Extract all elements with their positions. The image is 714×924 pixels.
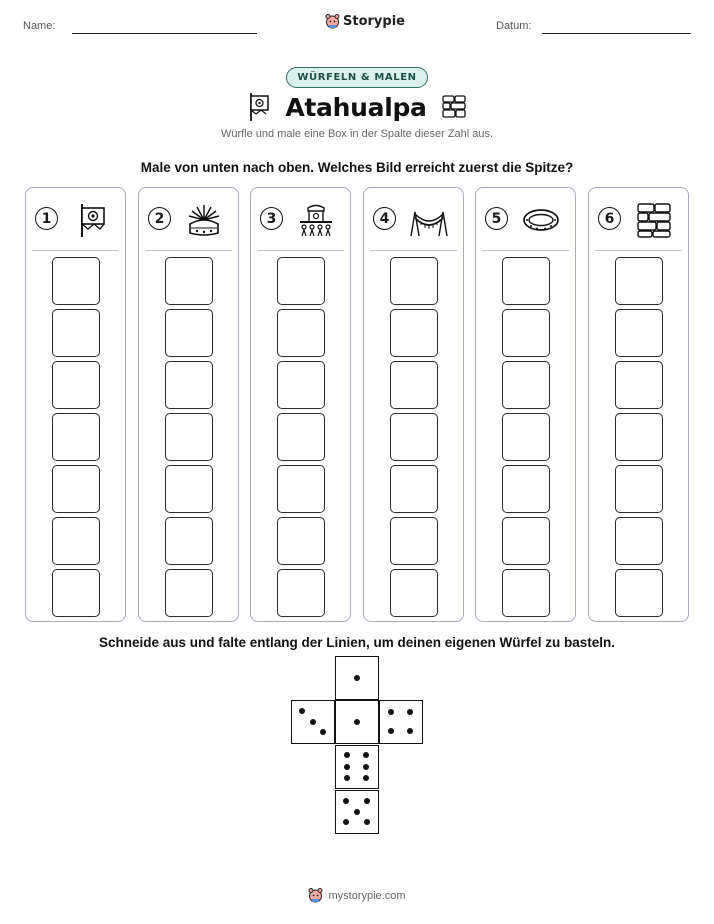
color-box[interactable] [277,413,325,461]
die-pip [407,728,413,734]
title-row [0,92,714,122]
footer [308,887,405,904]
color-box[interactable] [390,569,438,617]
storypie-mascot-icon [325,13,340,30]
die-pip [364,798,370,804]
color-box[interactable] [277,361,325,409]
die-face [379,700,423,744]
color-box[interactable] [52,257,100,305]
color-box[interactable] [277,569,325,617]
column-number: 6 [598,207,621,230]
die-pip [364,819,370,825]
column-number: 1 [35,207,58,230]
subtitle: Würfle und male eine Box in der Spalte dieser Zahl aus. [220,128,494,140]
column-header [476,188,575,250]
color-box[interactable] [165,517,213,565]
color-box[interactable] [390,413,438,461]
column-header [139,188,238,250]
storypie-mascot-icon [308,887,323,904]
banner-flag-icon [247,92,271,122]
color-box[interactable] [165,413,213,461]
die-face [291,700,335,744]
rope-bridge-icon [410,202,448,238]
footer-url: mystorypie.com [328,889,406,902]
cut-instruction: Schneide aus und falte entlang der Linien, um deinen eigenen Würfel zu basteln. [98,635,616,650]
color-box[interactable] [502,569,550,617]
column-4 [363,187,464,622]
column-2 [138,187,239,622]
color-box[interactable] [277,309,325,357]
color-box[interactable] [52,361,100,409]
color-box[interactable] [502,517,550,565]
die-pip [363,775,369,781]
color-box[interactable] [277,257,325,305]
column-3 [250,187,351,622]
brand-name: Storypie [343,14,405,29]
die-pip [310,719,316,725]
die-pip [299,708,305,714]
die-face [335,656,379,700]
color-box[interactable] [615,413,663,461]
color-box[interactable] [52,569,100,617]
color-box[interactable] [502,361,550,409]
die-pip [354,809,360,815]
banner-flag-icon [72,202,110,238]
column-header [26,188,125,250]
die-pip [343,798,349,804]
color-box[interactable] [390,517,438,565]
instruction: Male von unten nach oben. Welches Bild erreicht zuerst die Spitze? [140,160,574,175]
color-box[interactable] [615,257,663,305]
color-box[interactable] [615,517,663,565]
activity-badge: WÜRFELN & MALEN [286,67,427,88]
name-label: Name: [23,20,56,32]
column-header [251,188,350,250]
die-face [335,745,379,789]
die-pip [407,709,413,715]
color-box[interactable] [615,465,663,513]
name-line[interactable] [72,33,257,34]
column-number: 5 [485,207,508,230]
date-label: Datum: [496,20,532,32]
color-box[interactable] [165,361,213,409]
die-pip [344,752,350,758]
color-box[interactable] [52,517,100,565]
column-header [364,188,463,250]
die-pip [344,764,350,770]
column-number: 4 [373,207,396,230]
stone-wall-icon [635,202,673,238]
stone-wall-icon [441,94,467,120]
color-box[interactable] [615,569,663,617]
color-box[interactable] [502,257,550,305]
column-number: 2 [148,207,171,230]
die-pip [388,709,394,715]
color-box[interactable] [390,465,438,513]
die-pip [388,728,394,734]
die-face [335,790,379,834]
die-pip [354,675,360,681]
column-5 [475,187,576,622]
color-box[interactable] [165,257,213,305]
gold-ring-icon [522,202,560,238]
color-box[interactable] [615,309,663,357]
die-pip [343,819,349,825]
color-box[interactable] [390,361,438,409]
color-box[interactable] [277,517,325,565]
color-box[interactable] [52,309,100,357]
column-number: 3 [260,207,283,230]
date-line[interactable] [542,33,691,34]
die-pip [320,729,326,735]
die-pip [363,764,369,770]
color-box[interactable] [165,569,213,617]
column-header [589,188,688,250]
column-6 [588,187,689,622]
color-box[interactable] [390,309,438,357]
royal-litter-icon [297,202,335,238]
color-box[interactable] [52,413,100,461]
die-face [335,700,379,744]
column-1 [25,187,126,622]
color-box[interactable] [165,465,213,513]
color-box[interactable] [502,309,550,357]
die-pip [363,752,369,758]
die-pip [344,775,350,781]
die-pip [354,719,360,725]
color-box[interactable] [615,361,663,409]
color-box[interactable] [52,465,100,513]
brand-logo [325,13,405,30]
color-box[interactable] [390,257,438,305]
color-box[interactable] [277,465,325,513]
feather-headdress-icon [185,202,223,238]
page-title: Atahualpa [285,92,427,122]
color-box[interactable] [165,309,213,357]
color-box[interactable] [502,465,550,513]
color-box[interactable] [502,413,550,461]
